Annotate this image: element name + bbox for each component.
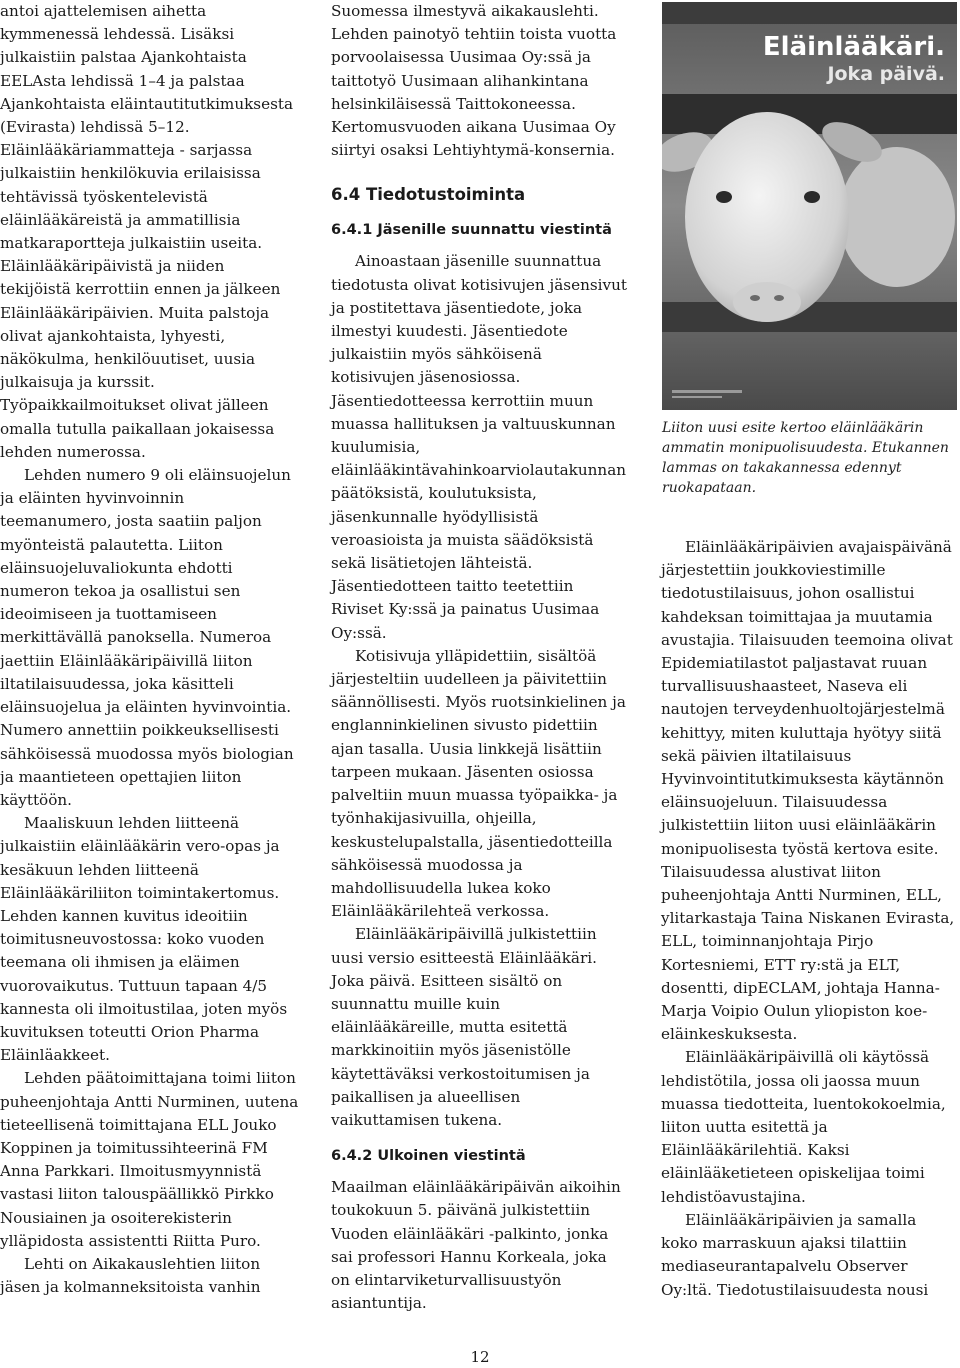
body-paragraph: Ainoastaan jäsenille suunnattua tiedotusta olivat kotisivujen jäsensivut ja postitettava jäsentiedote, joka ilmestyi kuudesti. Jäsentiedote julkaistiin myös sähköisenä kotisivujen jäsenosiossa. Jäsentiedotteessa kerrottiin muun muassa hallituksen ja valtuuskunnan kuulumisia, eläinlääkintävahinkoarviolautakunnan päätöksistä, koulutuksista, jäsenkunnalle hyödyllisistä veroasioista ja muista säädöksistä sekä lisätietojen lähteistä. Jäsentiedotteen taitto teetettiin Riviset Ky:ssä ja painatus Uusimaa Oy:ssä. <box>331 252 627 642</box>
section-heading: 6.4 Tiedotustoiminta <box>331 185 526 205</box>
body-paragraph: Maaliskuun lehden liitteenä julkaistiin eläinlääkärin vero-opas ja kesäkuun lehden liitteenä Eläinlääkäriliiton toimintakertomus. Lehden kannen kuvitus ideoitiin toimitusneuvostossa: koko vuoden teemana oli ihmisen ja eläimen vuorovaikutus. Tuttuun tapaan 4/5 kannesta oli ilmoitustilaa, joten myös kuvituksen toteutti Orion Pharma Eläinläakkeet. <box>0 814 288 1065</box>
column-3 <box>661 536 957 1302</box>
page-number: 12 <box>470 1348 490 1366</box>
body-paragraph: Lehti on Aikakauslehtien liiton jäsen ja kolmanneksitoista vanhin <box>0 1254 261 1297</box>
photo-caption: Liiton uusi esite kertoo eläinlääkärin ammatin monipuolisuudesta. Etukannen lammas on takakannessa edennyt ruokapataan. <box>662 420 949 496</box>
cover-title-line-2: Joka päivä. <box>827 63 945 85</box>
body-paragraph: Lehden numero 9 oli eläinsuojelun ja eläinten hyvinvoinnin teemanumero, josta saatiin paljon myönteistä palautetta. Liiton eläinsuojeluvaliokunta ehdotti numeron tekoa ja osallistui sen ideoimiseen ja tuottamiseen merkittävällä panoksella. Numeroa jaettiin Eläinlääkäripäivillä liiton iltatilaisuudessa, joka käsitteli eläinsuojelua ja eläinten hyvinvointia. Numero annettiin poikkeuksellisesti sähköisessä muodossa myös biologian ja maantieteen opettajien liiton käyttöön. <box>0 466 294 809</box>
body-paragraph: antoi ajattelemisen aihetta kymmenessä lehdessä. Lisäksi julkaistiin palstaa Ajankohtaista EELAsta lehdissä 1–4 ja palstaa Ajankohtaista eläintautitutkimuksesta (Evirasta) lehdissä 5–12. Eläinlääkäriammatteja - sarjassa julkaistiin henkilökuvia erilaisissa tehtävissä työskentelevistä eläinlääkäreistä ja ammatillisia matkaraportteja julkaistiin useita. Eläinlääkäripäivistä ja niiden tekijöistä kerrottiin ennen ja jälkeen Eläinlääkäripäivien. Muita palstoja olivat ajankohtaista, lyhyesti, näkökulma, henkilöuutiset, uusia julkaisuja ja kurssit. Työpaikkailmoitukset olivat jälleen omalla tutulla paikallaan jokaisessa lehden numerossa. <box>0 2 294 461</box>
body-paragraph: Eläinlääkäripäivien avajaispäivänä järjestettiin joukkoviestimille tiedotustilaisuus, johon osallistui kahdeksan toimittajaa ja muutamia avustajia. Tilaisuuden teemoina olivat Epidemiatilastot paljastavat ruuan turvallisuushaasteet, Naseva eli nautojen terveydenhuoltojärjestelmä kehittyy, miten kuluttaja hyötyy siitä sekä päivien iltatilaisuus Hyvinvointitutkimuksesta käytännön eläinsuojeluun. Tilaisuudessa julkistettiin liiton uusi eläinlääkärin monipuolisesta työstä kertova esite. Tilaisuudessa alustivat liiton puheenjohtaja Antti Nurminen, ELL, ylitarkastaja Taina Niskanen Evirasta, ELL, toiminnanjohtaja Pirjo Kortesniemi, ETT ry:stä ja ELT, dosentti, dipECLAM, johtaja Hanna-Marja Voipio Oulun yliopiston koe-eläinkeskuksesta. <box>661 538 955 1044</box>
body-paragraph: Eläinlääkäripäivillä julkistettiin uusi versio esitteestä Eläinlääkäri. Joka päivä. Esitteen sisältö on suunnattu muille kuin eläinlääkäreille, mutta esitettä markkinoitiin myös jäsenistölle käytettäväksi verkostoitumisen ja paikallisen ja alueellisen vaikuttamisen tukena. <box>331 925 597 1129</box>
subsection-heading: 6.4.2 Ulkoinen viestintä <box>331 1148 526 1165</box>
brochure-cover-photo <box>662 2 957 410</box>
body-paragraph: Eläinlääkäripäivien ja samalla koko marraskuun ajaksi tilattiin mediaseurantapalvelu Observer Oy:ltä. Tiedotustilaisuudesta nousi <box>661 1210 929 1299</box>
body-paragraph: Suomessa ilmestyvä aikakauslehti. Lehden painotyö tehtiin toista vuotta porvoolaisessa Uusimaa Oy:ssä ja taittotyö Uusimaan alihankintana helsinkiläisessä Taittokoneessa. Kertomusvuoden aikana Uusimaa Oy siirtyi osaksi Lehtiyhtymä-konsernia. <box>331 2 617 160</box>
body-paragraph: Kotisivuja ylläpidettiin, sisältöä järjesteltiin uudelleen ja päivitettiin säännöllisesti. Myös ruotsinkielinen ja englanninkielinen sivusto pidettiin ajan tasalla. Uusia linkkejä lisättiin tarpeen mukaan. Jäsenten osiossa palveltiin muun muassa työpaikka- ja työnhakijasivuilla, ohjeilla, keskustelupalstalla, jäsentiedotteilla sähköisessä muodossa ja mahdollisuudella lukea koko Eläinlääkärilehteä verkossa. <box>331 646 626 921</box>
body-paragraph: Lehden päätoimittajana toimi liiton puheenjohtaja Antti Nurminen, uutena tieteellisenä toimittajana ELL Jouko Koppinen ja toimitussihteerinä FM Anna Parkkari. Ilmoitusmyynnistä vastasi liiton talouspäällikkö Pirkko Nousiainen ja osoiterekisterin ylläpidosta assistentti Riitta Puro. <box>0 1069 299 1250</box>
body-paragraph: Eläinlääkäripäivillä oli käytössä lehdistötila, jossa oli jaossa muun muassa tiedotteita, luentokokoelmia, liiton uutta esitettä ja Eläinlääkärilehtiä. Kaksi eläinlääketieteen opiskelijaa toimi lehdistöavustajina. <box>661 1048 946 1206</box>
column-2 <box>331 0 627 1315</box>
cover-title <box>763 32 945 86</box>
subsection-heading: 6.4.1 Jäsenille suunnattu viestintä <box>331 222 612 239</box>
cover-title-line-1: Eläinlääkäri. <box>762 32 945 62</box>
body-paragraph: Maailman eläinlääkäripäivän aikoihin toukokuun 5. päivänä julkistettiin Vuoden eläinlääkäri -palkinto, jonka sai professori Hannu Korkeala, joka on elintarviketurvallisuustyön asiantuntija. <box>331 1178 621 1313</box>
column-1 <box>0 0 300 1299</box>
